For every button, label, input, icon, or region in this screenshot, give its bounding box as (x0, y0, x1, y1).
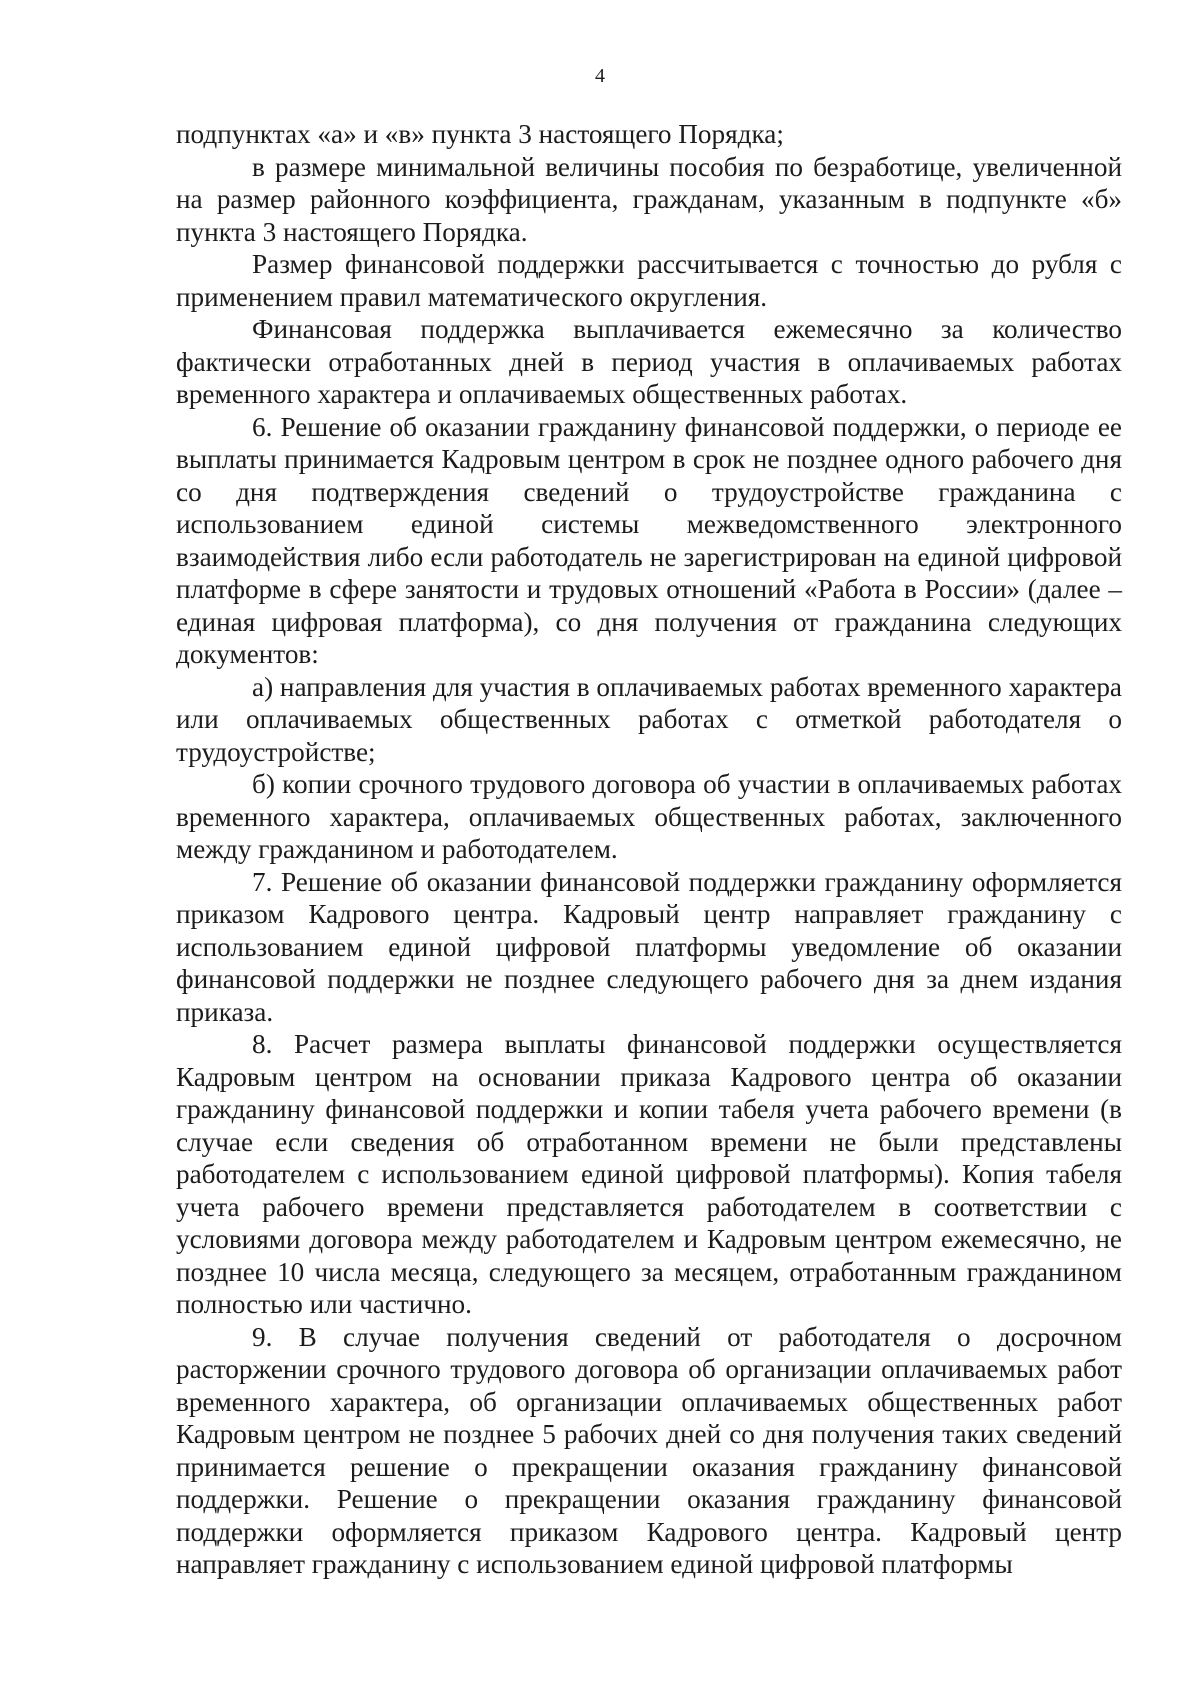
page-number: 4 (595, 65, 605, 87)
paragraph-item-9: 9. В случае получения сведений от работодателя о досрочном расторжении срочного трудового договора об организации оплачиваемых работ временного характера, об организации оплачиваемых общественных работ Кадровым центром не позднее 5 рабочих дней со дня получения таких сведений принимается решение о прекращении оказания гражданину финансовой поддержки. Решение о прекращении оказания гражданину финансовой поддержки оформляется приказом Кадрового центра. Кадровый центр направляет гражданину с использованием единой цифровой платформы (176, 1321, 1122, 1579)
document-body (176, 118, 1122, 1581)
subitem-b: б) копии срочного трудового договора об участии в оплачиваемых работах временного характера, оплачиваемых общественных работах, заключенного между гражданином и работодателем. (176, 769, 1122, 864)
paragraph-item-7: 7. Решение об оказании финансовой поддержки гражданину оформляется приказом Кадрового центра. Кадровый центр направляет гражданину с использованием единой цифровой платформы уведомление об оказании финансовой поддержки не позднее следующего рабочего дня за днем издания приказа. (176, 866, 1122, 1027)
paragraph: Размер финансовой поддержки рассчитывается с точностью до рубля с применением правил математического округления. (176, 249, 1122, 312)
subitem-a: а) направления для участия в оплачиваемых работах временного характера или оплачиваемых общественных работах с отметкой работодателя о трудоустройстве; (176, 671, 1122, 767)
paragraph: Финансовая поддержка выплачивается ежемесячно за количество фактически отработанных дней в период участия в оплачиваемых работах временного характера и оплачиваемых общественных работах. (176, 314, 1122, 409)
paragraph-item-8: 8. Расчет размера выплаты финансовой поддержки осуществляется Кадровым центром на основании приказа Кадрового центра об оказании гражданину финансовой поддержки и копии табеля учета рабочего времени (в случае если сведения об отработанном времени не были представлены работодателем с использованием единой цифровой платформы). Копия табеля учета рабочего времени представляется работодателем в соответствии с условиями договора между работодателем и Кадровым центром ежемесячно, не позднее 10 числа месяца, следующего за месяцем, отработанным гражданином полностью или частично. (176, 1029, 1122, 1319)
paragraph: в размере минимальной величины пособия по безработице, увеличенной на размер районного коэффициента, гражданам, указанным в подпункте «б» пункта 3 настоящего Порядка. (176, 151, 1122, 247)
paragraph-item-6: 6. Решение об оказании гражданину финансовой поддержки, о периоде ее выплаты принимается Кадровым центром в срок не позднее одного рабочего дня со дня подтверждения сведений о трудоустройстве гражданина с использованием единой системы межведомственного электронного взаимодействия либо если работодатель не зарегистрирован на единой цифровой платформе в сфере занятости и трудовых отношений «Работа в России» (далее – единая цифровая платформа), со дня получения от гражданина следующих документов: (176, 411, 1122, 669)
paragraph: подпунктах «а» и «в» пункта 3 настоящего Порядка; (176, 119, 784, 149)
